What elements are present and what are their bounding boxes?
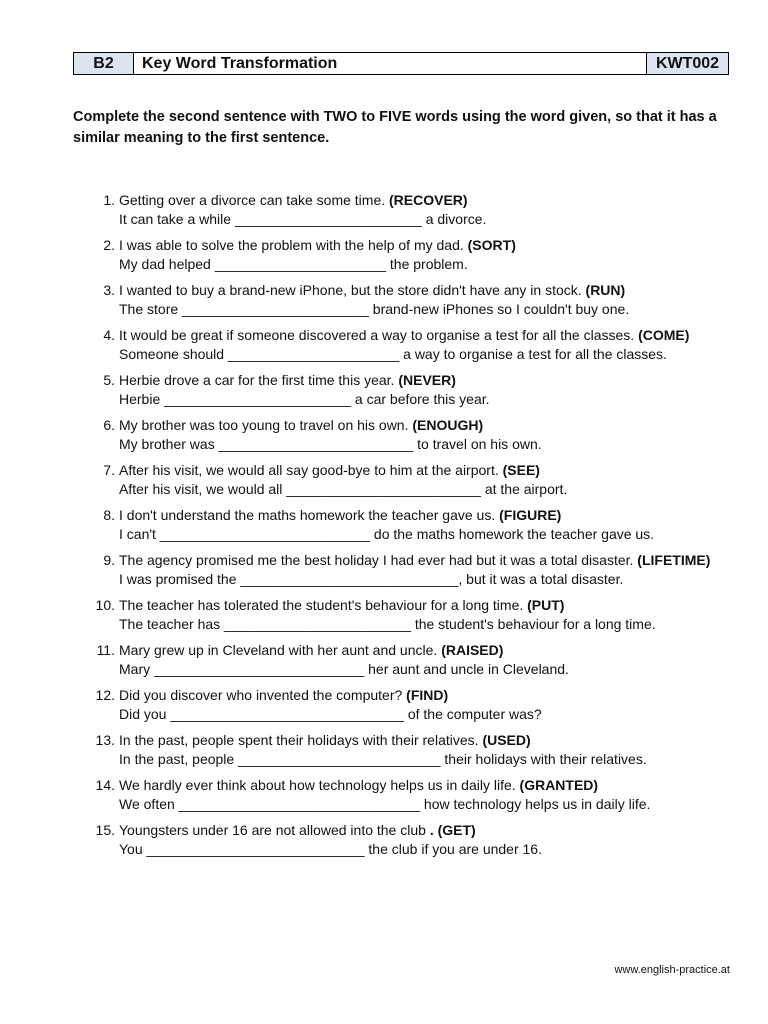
exercise-sentence-line [119,281,731,300]
exercise-item [91,416,731,454]
exercise-sentence-line [119,371,731,390]
exercise-transformation: Someone should ______________________ a way to organise a test for all the classes. [119,346,667,362]
exercise-sentence-line [119,506,731,525]
exercise-sentence: The teacher has tolerated the student's behaviour for a long time. [119,597,524,613]
exercise-sentence-line [119,416,731,435]
exercise-transformation: The teacher has ________________________ the student's behaviour for a long time. [119,616,656,632]
exercise-number: 2. [103,237,115,253]
exercise-transformation: It can take a while ________________________ a divorce. [119,211,487,227]
exercise-keyword: (PUT) [527,597,565,613]
exercise-item [91,551,731,589]
exercise-sentence-line [119,821,731,840]
exercise-transformation: Mary ___________________________ her aunt and uncle in Cleveland. [119,661,569,677]
footer-url: www.english-practice.at [614,964,730,976]
exercise-item [91,821,731,859]
exercise-keyword: (SORT) [467,237,516,253]
exercise-item [91,686,731,724]
exercise-item [91,371,731,409]
exercise-keyword: (FIGURE) [499,507,562,523]
exercise-sentence: I was able to solve the problem with the help of my dad. [119,237,464,253]
exercise-transformation: In the past, people __________________________ their holidays with their relatives. [119,751,647,767]
exercise-number: 10. [95,597,115,613]
exercise-transformation: Herbie ________________________ a car before this year. [119,391,490,407]
exercise-number: 13. [95,732,115,748]
worksheet-title: Key Word Transformation [134,53,646,74]
exercise-list [91,191,731,866]
exercise-keyword: (GRANTED) [519,777,599,793]
exercise-number: 1. [103,192,115,208]
exercise-transformation: The store ________________________ brand-new iPhones so I couldn't buy one. [119,301,630,317]
exercise-sentence: After his visit, we would all say good-bye to him at the airport. [119,462,499,478]
exercise-item [91,191,731,229]
exercise-transformation: You ____________________________ the club if you are under 16. [119,841,542,857]
exercise-sentence: I wanted to buy a brand-new iPhone, but the store didn't have any in stock. [119,282,582,298]
exercise-keyword: (COME) [638,327,690,343]
exercise-item [91,506,731,544]
exercise-transformation: We often _______________________________ how technology helps us in daily life. [119,796,651,812]
exercise-sentence-line [119,551,731,570]
exercise-item [91,326,731,364]
exercise-sentence: Getting over a divorce can take some time. [119,192,386,208]
instructions: Complete the second sentence with TWO to FIVE words using the word given, so that it has a similar meaning to the first sentence. [73,109,717,146]
exercise-sentence-line [119,686,731,705]
exercise-keyword: (LIFETIME) [637,552,711,568]
exercise-sentence: Mary grew up in Cleveland with her aunt and uncle. [119,642,438,658]
exercise-keyword: (SEE) [502,462,540,478]
exercise-sentence-line [119,731,731,750]
exercise-keyword: (NEVER) [398,372,456,388]
exercise-sentence: Did you discover who invented the computer? [119,687,403,703]
exercise-sentence-line [119,776,731,795]
exercise-keyword: (RAISED) [441,642,504,658]
exercise-number: 5. [103,372,115,388]
exercise-sentence: In the past, people spent their holidays with their relatives. [119,732,479,748]
exercise-item [91,731,731,769]
exercise-sentence-line [119,461,731,480]
exercise-number: 8. [103,507,115,523]
exercise-item [91,281,731,319]
exercise-number: 14. [95,777,115,793]
exercise-sentence-line [119,641,731,660]
level-badge: B2 [74,53,134,74]
exercise-item [91,776,731,814]
exercise-sentence-line [119,236,731,255]
exercise-sentence: It would be great if someone discovered a way to organise a test for all the classes. [119,327,635,343]
exercise-keyword: . (GET) [429,822,476,838]
exercise-transformation: I can't ___________________________ do the maths homework the teacher gave us. [119,526,655,542]
exercise-transformation: My dad helped ______________________ the problem. [119,256,468,272]
exercise-number: 7. [103,462,115,478]
exercise-number: 11. [96,642,115,658]
exercise-keyword: (FIND) [406,687,449,703]
exercise-number: 12. [95,687,115,703]
exercise-keyword: (RECOVER) [389,192,468,208]
exercise-number: 6. [103,417,115,433]
exercise-number: 9. [103,552,115,568]
exercise-number: 15. [95,822,115,838]
exercise-transformation: I was promised the ____________________________, but it was a total disaster. [119,571,624,587]
exercise-transformation: Did you ______________________________ of the computer was? [119,706,542,722]
exercise-keyword: (USED) [482,732,531,748]
exercise-transformation: My brother was _________________________ to travel on his own. [119,436,542,452]
exercise-number: 4. [103,327,115,343]
worksheet-code: KWT002 [646,53,728,74]
exercise-sentence: We hardly ever think about how technology helps us in daily life. [119,777,516,793]
exercise-sentence: Herbie drove a car for the first time this year. [119,372,395,388]
exercise-sentence-line [119,596,731,615]
exercise-sentence-line [119,326,731,345]
exercise-transformation: After his visit, we would all _________________________ at the airport. [119,481,568,497]
exercise-item [91,596,731,634]
exercise-keyword: (ENOUGH) [412,417,484,433]
exercise-sentence: Youngsters under 16 are not allowed into the club [119,822,426,838]
exercise-sentence: I don't understand the maths homework the teacher gave us. [119,507,496,523]
exercise-item [91,641,731,679]
exercise-sentence: My brother was too young to travel on his own. [119,417,409,433]
exercise-sentence-line [119,191,731,210]
exercise-number: 3. [103,282,115,298]
exercise-keyword: (RUN) [585,282,626,298]
exercise-item [91,461,731,499]
worksheet-header [73,52,729,75]
exercise-item [91,236,731,274]
exercise-sentence: The agency promised me the best holiday I had ever had but it was a total disaster. [119,552,634,568]
